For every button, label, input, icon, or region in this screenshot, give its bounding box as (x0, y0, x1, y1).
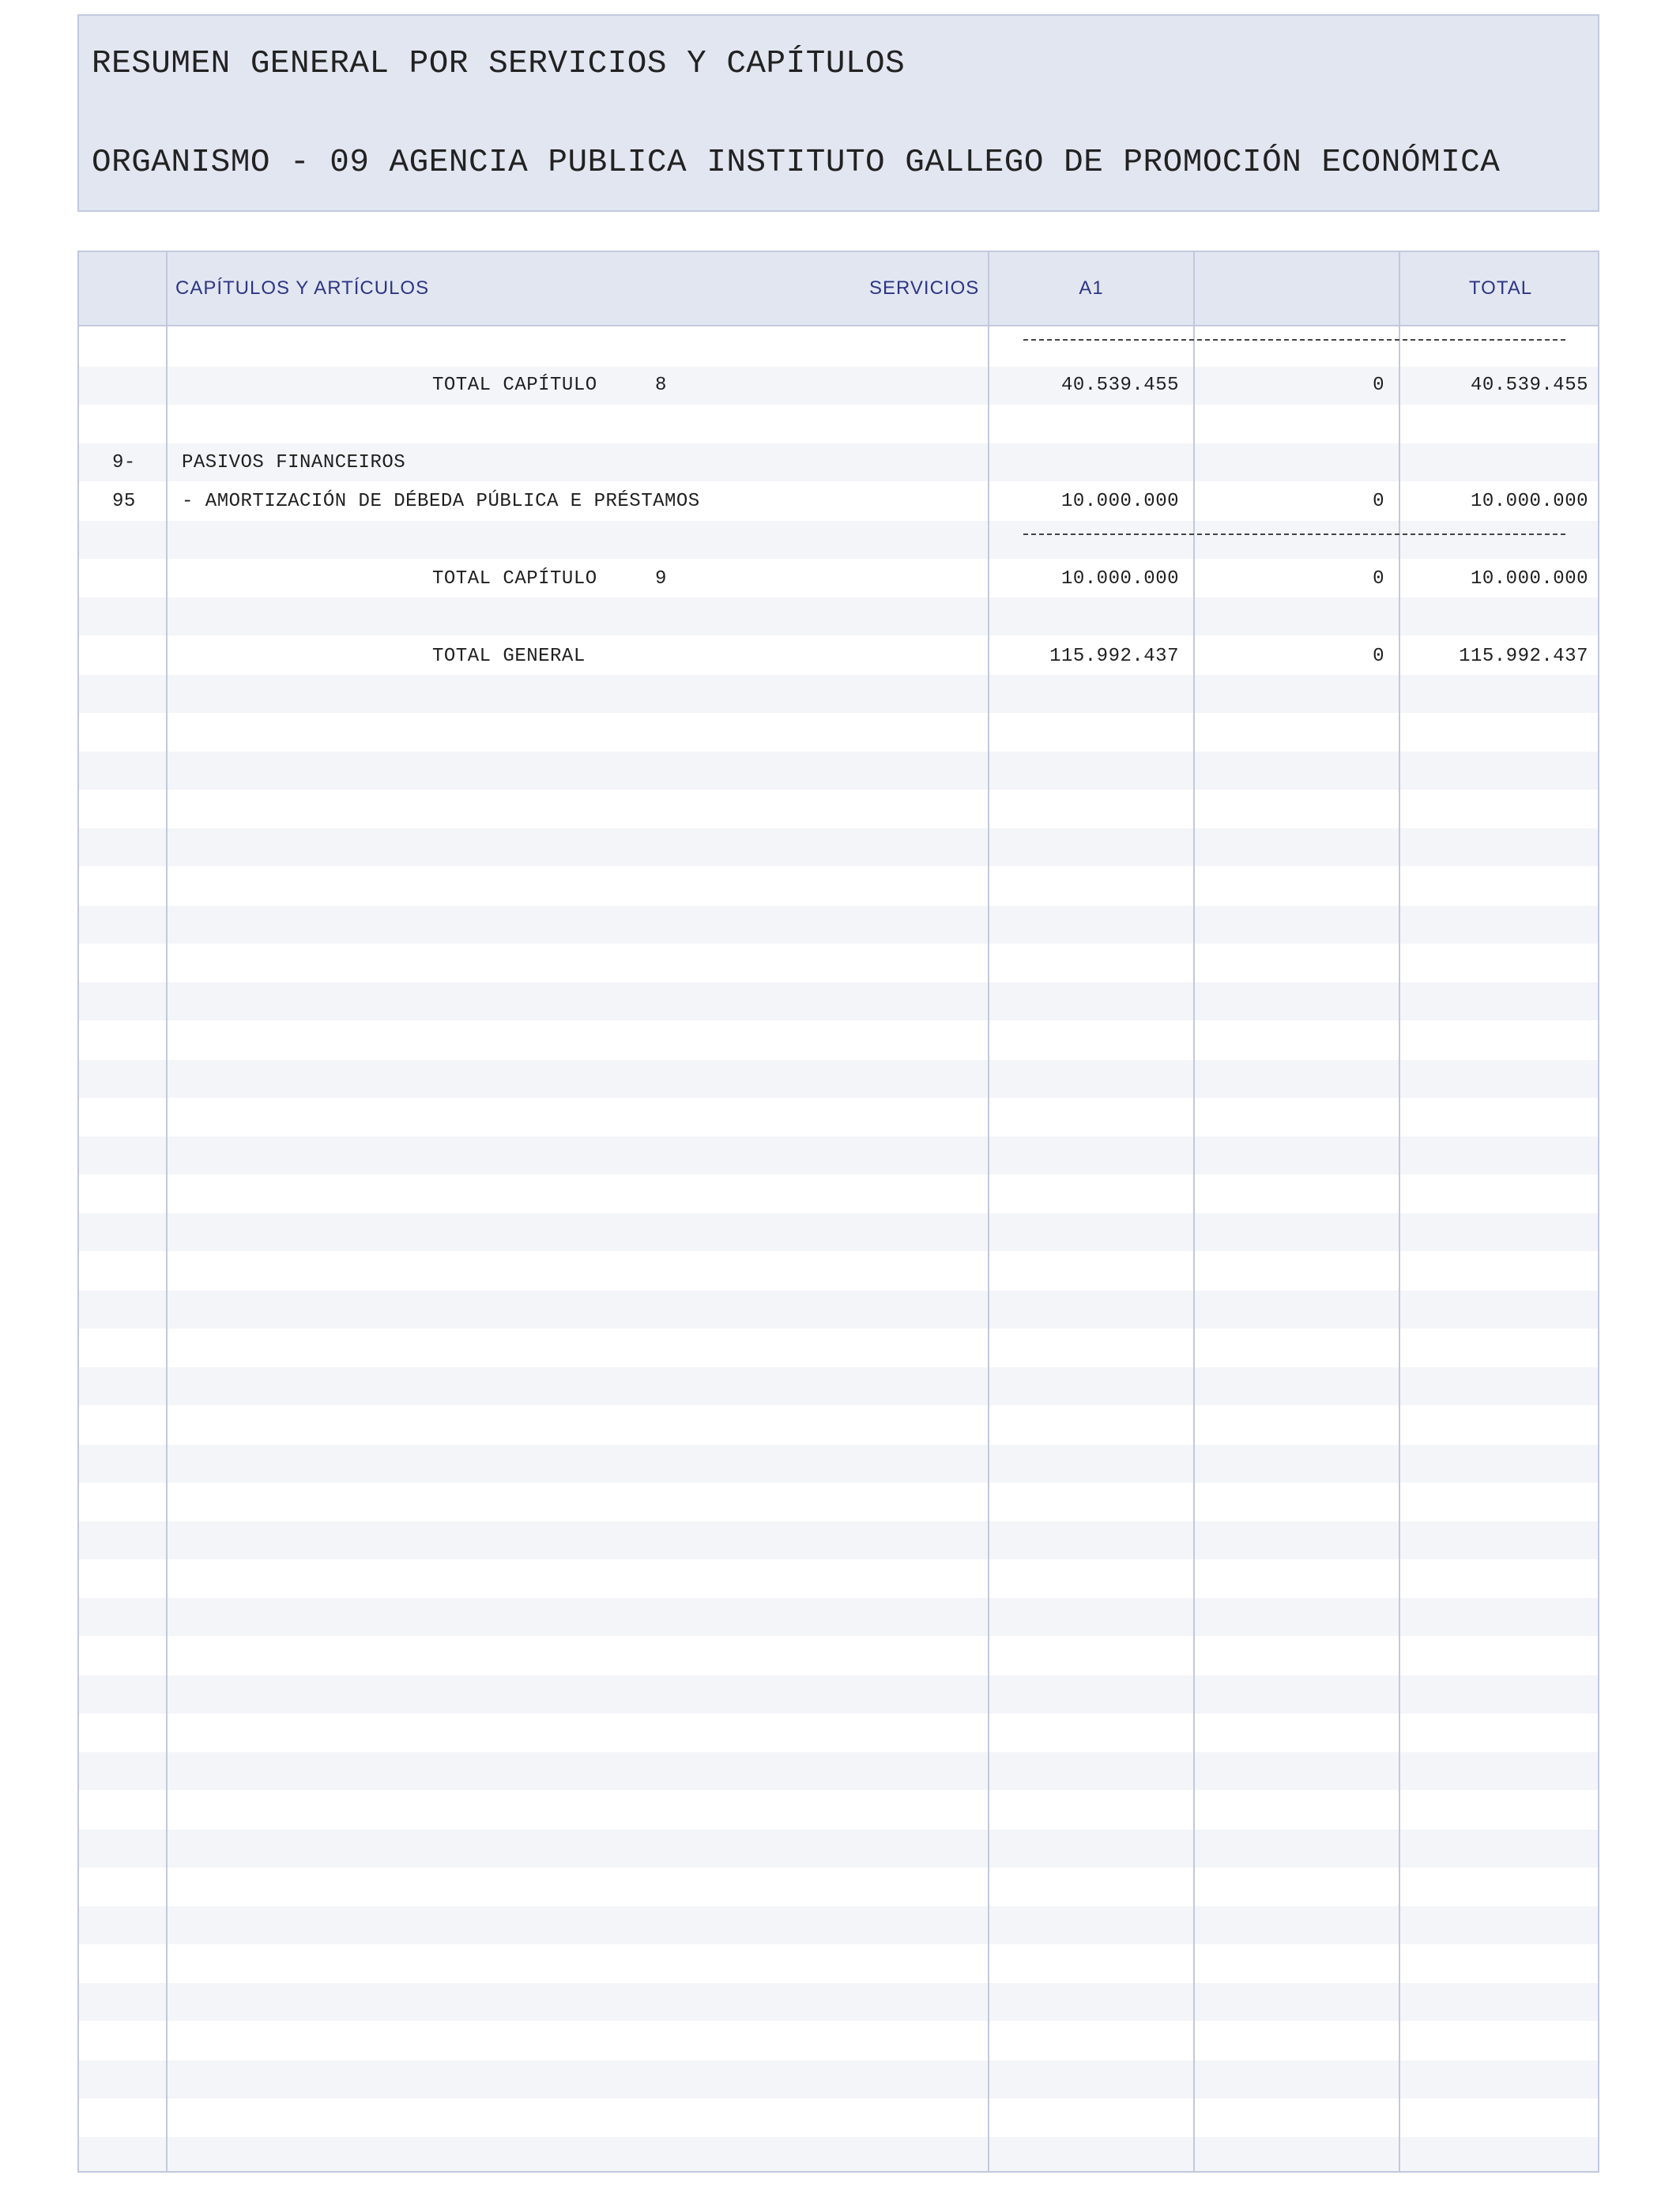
total-cap8-a1: 40.539.455 (1060, 375, 1179, 396)
art95-label: - AMORTIZACIÓN DE DÉBEDA PÚBLICA E PRÉSTAMOS (182, 491, 700, 512)
total-cap9-a1: 10.000.000 (1060, 568, 1179, 590)
col-header-total: TOTAL (1468, 277, 1533, 299)
total-cap9-total: 10.000.000 (1470, 568, 1588, 590)
total-cap9-num: 9 (655, 568, 667, 590)
total-cap8-label: TOTAL CAPÍTULO (432, 375, 597, 396)
row-stripe (79, 1752, 1598, 1790)
row-stripe (79, 2137, 1598, 2173)
cap9-label: PASIVOS FINANCEIROS (182, 452, 406, 473)
separator-line (1023, 339, 1565, 341)
total-general-total: 115.992.437 (1459, 646, 1588, 667)
art95-code: 95 (112, 491, 136, 512)
row-stripe (79, 1676, 1598, 1713)
report-title-box (77, 14, 1599, 212)
row-stripe (79, 1598, 1598, 1636)
separator-line (1023, 533, 1565, 535)
total-cap9-other: 0 (1373, 568, 1384, 590)
col-header-servicios: SERVICIOS (869, 277, 980, 299)
row-stripe (79, 1291, 1598, 1329)
column-divider (1193, 252, 1195, 2171)
table-header (79, 252, 1598, 326)
row-stripe (79, 1906, 1598, 1944)
total-cap8-num: 8 (655, 375, 667, 396)
row-stripe (79, 982, 1598, 1020)
cap9-code: 9- (112, 452, 136, 473)
summary-table (77, 251, 1599, 2173)
row-stripe (79, 906, 1598, 944)
row-stripe (79, 2060, 1598, 2098)
row-stripe (79, 752, 1598, 790)
col-header-a1: A1 (1079, 277, 1104, 299)
col-header-capitulos: CAPÍTULOS Y ARTÍCULOS (175, 277, 430, 299)
total-cap9-label: TOTAL CAPÍTULO (432, 568, 597, 590)
total-general-a1: 115.992.437 (1049, 646, 1179, 667)
col-header-blank (1195, 252, 1399, 325)
row-stripe (79, 1983, 1598, 2021)
organismo-title: ORGANISMO - 09 AGENCIA PUBLICA INSTITUTO GALLEGO DE PROMOCIÓN ECONÓMICA (92, 145, 1501, 181)
total-cap8-other: 0 (1373, 375, 1384, 396)
row-stripe (79, 1137, 1598, 1174)
art95-other: 0 (1373, 491, 1384, 512)
row-stripe (79, 1213, 1598, 1251)
column-divider (166, 252, 168, 2171)
row-stripe (79, 828, 1598, 866)
art95-a1: 10.000.000 (1060, 491, 1179, 512)
row-stripe (79, 521, 1598, 559)
total-general-label: TOTAL GENERAL (432, 646, 586, 667)
row-stripe (79, 598, 1598, 635)
column-divider (1399, 252, 1400, 2171)
report-title: RESUMEN GENERAL POR SERVICIOS Y CAPÍTULOS (92, 46, 906, 82)
row-stripe (79, 1521, 1598, 1559)
row-stripe (79, 1060, 1598, 1098)
row-stripe (79, 1830, 1598, 1868)
art95-total: 10.000.000 (1470, 491, 1588, 512)
row-stripe (79, 1367, 1598, 1405)
column-divider (988, 252, 989, 2171)
row-stripe (79, 1445, 1598, 1483)
row-stripe (79, 675, 1598, 713)
total-general-other: 0 (1373, 646, 1384, 667)
total-cap8-total: 40.539.455 (1470, 375, 1588, 396)
